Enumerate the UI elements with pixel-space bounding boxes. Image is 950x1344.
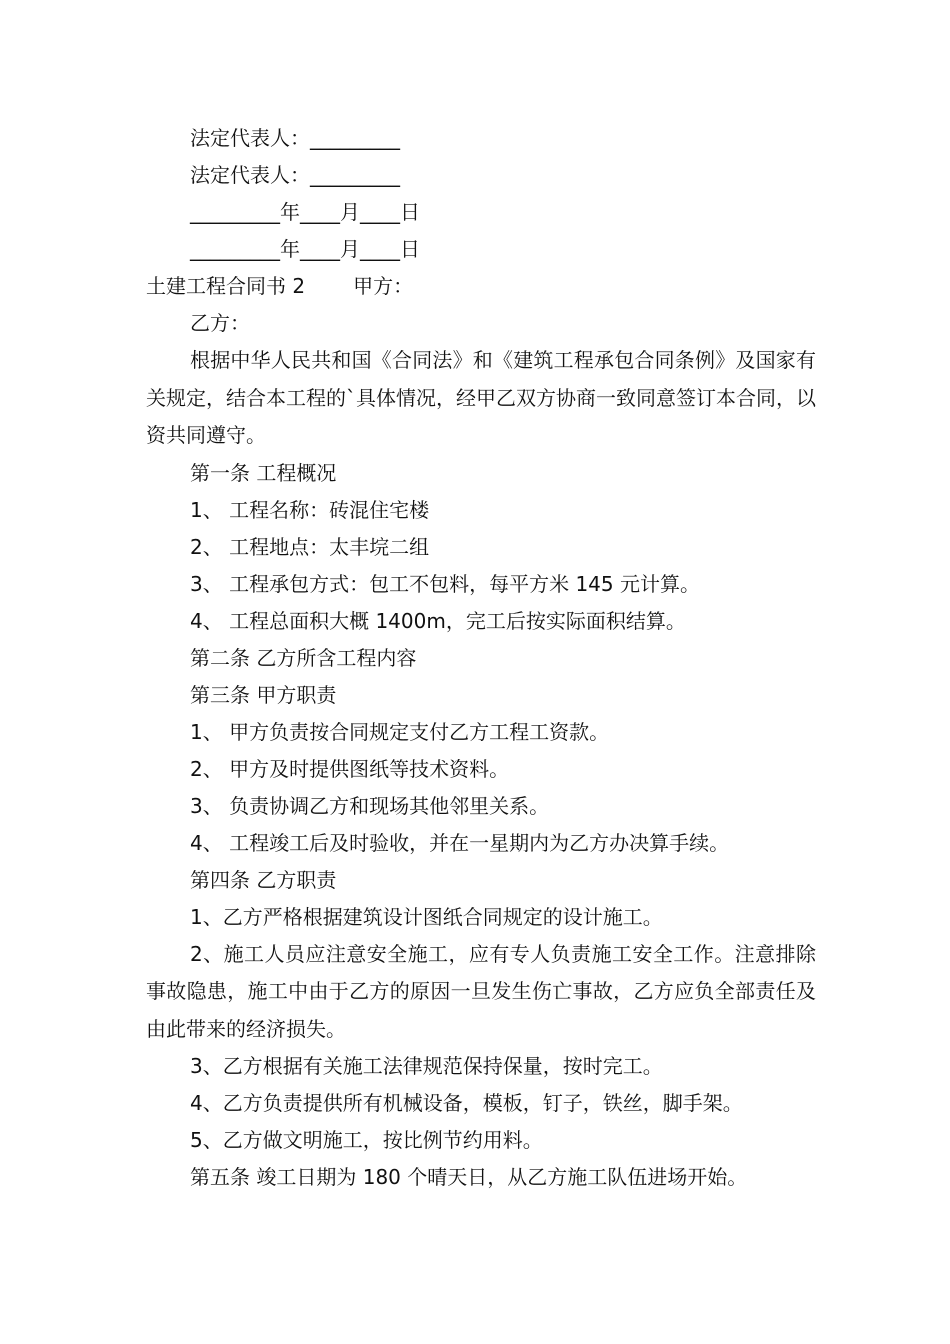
article-5-title: 第五条 竣工日期为 180 个晴天日，从乙方施工队伍进场开始。 xyxy=(190,1165,748,1189)
article-3-item: 3、 负责协调乙方和现场其他邻里关系。 xyxy=(190,793,550,818)
party-a-label: 甲方： xyxy=(353,274,414,298)
article-4-item: 2、施工人员应注意安全施工，应有专人负责施工安全工作。注意排除事故隐患，施工中由于乙方的原因一旦发生伤亡事故，乙方应负全部责任及由此带来的经济损失。 xyxy=(146,941,816,1041)
article-4-item: 5、乙方做文明施工，按比例节约用料。 xyxy=(190,1128,543,1152)
article-4-title: 第四条 乙方职责 xyxy=(190,867,337,892)
contract-heading xyxy=(146,268,816,305)
article-3-title: 第三条 甲方职责 xyxy=(190,682,337,707)
party-b-label: 乙方： xyxy=(190,311,250,335)
article-1-item: 2、 工程地点：太丰垸二组 xyxy=(190,534,430,559)
article-4-item: 1、乙方严格根据建筑设计图纸合同规定的设计施工。 xyxy=(190,904,663,929)
article-1-item: 3、 工程承包方式：包工不包料，每平方米 145 元计算。 xyxy=(190,571,700,596)
article-4-item: 4、乙方负责提供所有机械设备，模板，钉子，铁丝，脚手架。 xyxy=(190,1091,743,1115)
article-1-item: 1、 工程名称：砖混住宅楼 xyxy=(190,497,430,522)
date-line: _________年____月____日 xyxy=(190,200,420,224)
article-1-title: 第一条 工程概况 xyxy=(190,460,337,485)
article-3-item: 1、 甲方负责按合同规定支付乙方工程工资款。 xyxy=(190,719,610,744)
intro-paragraph: 根据中华人民共和国《合同法》和《建筑工程承包合同条例》及国家有关规定，结合本工程的`具体情况，经甲乙双方协商一致同意签订本合同，以资共同遵守。 xyxy=(146,348,816,447)
date-line: _________年____月____日 xyxy=(190,237,420,261)
signature-line: 法定代表人：_________ xyxy=(190,126,400,150)
signature-line: 法定代表人：_________ xyxy=(190,163,400,187)
article-3-item: 4、 工程竣工后及时验收，并在一星期内为乙方办决算手续。 xyxy=(190,830,730,855)
article-3-item: 2、 甲方及时提供图纸等技术资料。 xyxy=(190,756,510,781)
article-4-item: 3、乙方根据有关施工法律规范保持保量，按时完工。 xyxy=(190,1054,663,1078)
article-2-title: 第二条 乙方所含工程内容 xyxy=(190,645,417,670)
contract-title: 土建工程合同书 2 xyxy=(146,274,306,298)
document-body xyxy=(146,120,816,1196)
article-1-item: 4、 工程总面积大概 1400m，完工后按实际面积结算。 xyxy=(190,608,686,633)
